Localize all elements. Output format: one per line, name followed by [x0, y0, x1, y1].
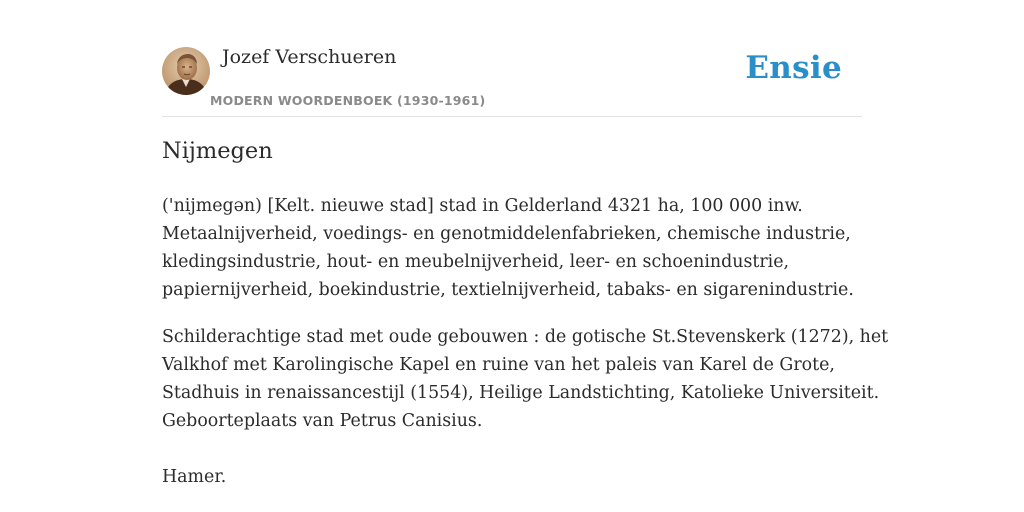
- text-line: papiernijverheid, boekindustrie, textielnijverheid, tabaks- en sigarenindustrie.: [162, 280, 854, 300]
- text-line: ('nijmegən) [Kelt. nieuwe stad] stad in Gelderland 4321 ha, 100 000 inw.: [162, 196, 803, 216]
- text-line: Valkhof met Karolingische Kapel en ruine van het paleis van Karel de Grote,: [162, 355, 835, 375]
- entry-body: [162, 192, 889, 454]
- text-line: Metaalnijverheid, voedings- en genotmiddelenfabrieken, chemische industrie,: [162, 224, 851, 244]
- entry-paragraph-2: [162, 323, 889, 435]
- header: [162, 44, 862, 117]
- ensie-logo[interactable]: Ensie: [745, 50, 842, 86]
- entry-signature: Hamer.: [162, 467, 227, 487]
- text-line: Geboorteplaats van Petrus Canisius.: [162, 411, 483, 431]
- text-line: Stadhuis in renaissancestijl (1554), Heilige Landstichting, Katolieke Universiteit.: [162, 383, 880, 403]
- author-name[interactable]: Jozef Verschueren: [222, 46, 397, 68]
- author-portrait-image: [162, 47, 210, 95]
- author-avatar[interactable]: [162, 47, 210, 95]
- text-line: kledingsindustrie, hout- en meubelnijverheid, leer- en schoenindustrie,: [162, 252, 790, 272]
- entry-paragraph-1: [162, 192, 867, 304]
- entry-title: Nijmegen: [162, 138, 273, 164]
- text-line: Schilderachtige stad met oude gebouwen : de gotische St.Stevenskerk (1272), het: [162, 327, 889, 347]
- dictionary-name[interactable]: MODERN WOORDENBOEK (1930-1961): [210, 93, 486, 108]
